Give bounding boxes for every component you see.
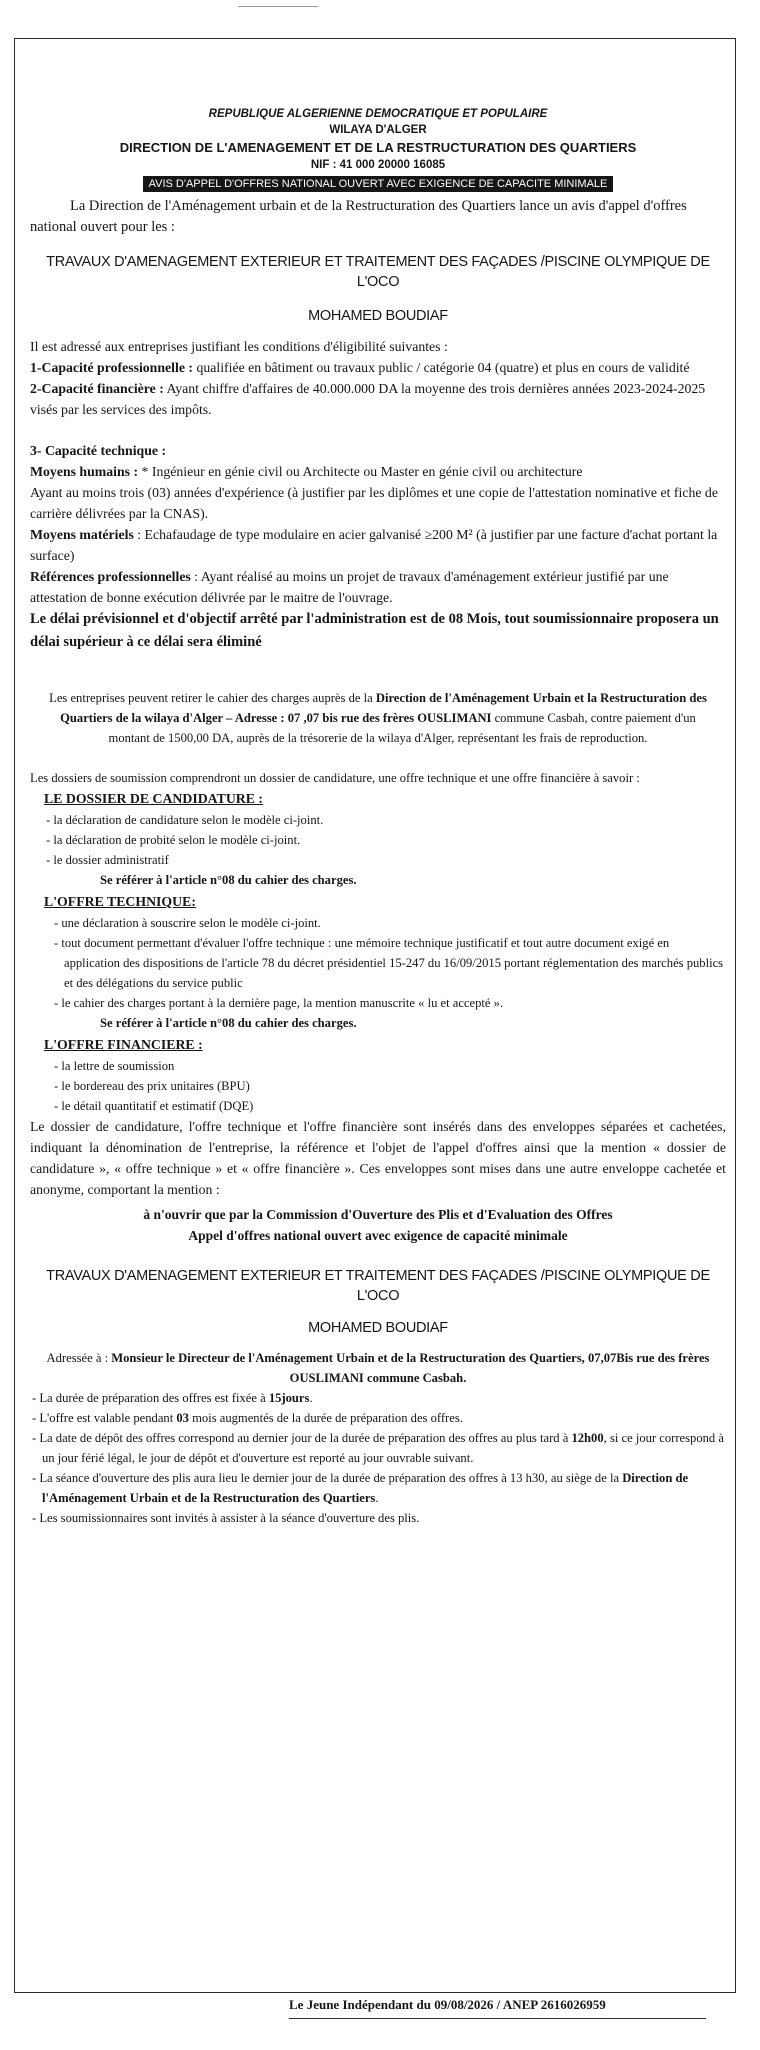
mention-block — [30, 1204, 726, 1246]
mention-line2: Appel d'offres national ouvert avec exigence de capacité minimale — [188, 1228, 568, 1243]
retrait-text-1: Les entreprises peuvent retirer le cahier des charges auprès de la — [49, 691, 376, 705]
capacite-technique-label: 3- Capacité technique : — [30, 443, 167, 458]
project-title-line2: MOHAMED BOUDIAF — [308, 308, 448, 324]
eligibility-intro: Il est adressé aux entreprises justifiant les conditions d'éligibilité suivantes : — [30, 339, 448, 354]
references-label: Références professionnelles — [30, 569, 191, 584]
list-item: - La durée de préparation des offres est fixée à 15jours. — [32, 1391, 313, 1405]
list-item: - la lettre de soumission — [54, 1059, 175, 1073]
capacite-pro-text: qualifiée en bâtiment ou travaux public / catégorie 04 (quatre) et plus en cours de validité — [193, 360, 690, 375]
list-item: - le cahier des charges portant à la dernière page, la mention manuscrite « lu et accepté ». — [54, 996, 504, 1010]
adresse-text: Monsieur le Directeur de l'Aménagement Urbain et de la Restructuration des Quartiers, 07,07Bis rue des frères OUSLIMANI commune Casbah. — [111, 1351, 710, 1385]
moyens-materiels-text: : Echafaudage de type modulaire en acier galvanisé ≥200 M² (à justifier par une facture d'achat portant la surface) — [30, 527, 718, 563]
eligibility-section — [30, 336, 726, 654]
list-item: - la déclaration de probité selon le modèle ci-joint. — [46, 833, 301, 847]
project-title — [30, 252, 726, 326]
moyens-humains — [30, 461, 726, 482]
enveloppes-paragraph: Le dossier de candidature, l'offre technique et l'offre financière sont insérés dans des enveloppes séparées et cachetées, indiquant la dénomination de l'entreprise, la référence et l'objet de l'appel d'offres ainsi que la mention « dossier de candidature », « offre technique » et « offre financière ». Ces enveloppes sont mises dans une autre enveloppe cachetée et anonyme, comportant la mention : — [30, 1119, 726, 1197]
list-item: - La date de dépôt des offres correspond au dernier jour de la durée de préparation des offres au plus tard à 12h00, si ce jour correspond à un jour férié légal, le jour de dépôt et d'ouverture est reporté au jour ouvrable suivant. — [32, 1431, 724, 1465]
intro-paragraph: La Direction de l'Aménagement urbain et de la Restructuration des Quartiers lance un avis d'appel d'offres national ouvert pour les : — [30, 198, 687, 235]
list-item: - L'offre est valable pendant 03 mois augmentés de la durée de préparation des offres. — [32, 1411, 463, 1425]
banner-wrap — [30, 174, 726, 192]
notice-content — [30, 108, 726, 1528]
references-professionnelles — [30, 566, 726, 608]
project-title-repeat-line2: MOHAMED BOUDIAF — [308, 1320, 448, 1336]
dossiers-intro: Les dossiers de soumission comprendront un dossier de candidature, une offre technique et une offre financière à savoir : — [30, 771, 640, 785]
delai-paragraph: Le délai prévisionnel et d'objectif arrêté par l'administration est de 08 Mois, tout soumissionnaire proposera un délai supérieur à ce délai sera éliminé — [30, 611, 719, 650]
capacite-fin-text: Ayant chiffre d'affaires de 40.000.000 DA la moyenne des trois dernières années 2023-2024-2025 visés par les services des impôts. — [30, 381, 706, 417]
references-text: : Ayant réalisé au moins un projet de travaux d'aménagement extérieur justifié par une attestation de bonne exécution délivrée par le maitre de l'ouvrage. — [30, 569, 669, 605]
scan-artifact — [238, 0, 318, 7]
capacite-pro-label: 1-Capacité professionnelle : — [30, 360, 193, 375]
candidature-title: LE DOSSIER DE CANDIDATURE : — [44, 791, 263, 806]
list-item: - une déclaration à souscrire selon le modèle ci-joint. — [54, 916, 321, 930]
moyens-humains-label: Moyens humains : — [30, 464, 139, 479]
capacite-financiere — [30, 378, 726, 420]
experience-paragraph: Ayant au moins trois (03) années d'expérience (à justifier par les diplômes et une copie de l'attestation nominative et fiche de carrière délivrées par la CNAS). — [30, 485, 718, 521]
adresse-label: Adressée à : — [46, 1351, 112, 1365]
project-title-line1: TRAVAUX D'AMENAGEMENT EXTERIEUR ET TRAITEMENT DES FAÇADES /PISCINE OLYMPIQUE DE L'OCO — [46, 254, 710, 290]
project-title-repeat — [30, 1266, 726, 1338]
candidature-list — [44, 810, 726, 870]
publication-footer: Le Jeune Indépendant du 09/08/2026 / ANEP 2616026959 — [289, 1997, 606, 2012]
list-item: - La séance d'ouverture des plis aura lieu le dernier jour de la durée de préparation des offres à 13 h30, au siège de la Direction de l'Aménagement Urbain et de la Restructuration des Quartiers. — [32, 1471, 689, 1505]
list-item: - le bordereau des prix unitaires (BPU) — [54, 1079, 250, 1093]
list-item: - la déclaration de candidature selon le modèle ci-joint. — [46, 813, 324, 827]
technique-ref: Se référer à l'article n°08 du cahier des charges. — [100, 1016, 357, 1030]
technique-title: L'OFFRE TECHNIQUE: — [44, 894, 196, 909]
adresse-paragraph — [30, 1348, 726, 1388]
financiere-title: L'OFFRE FINANCIERE : — [44, 1037, 203, 1052]
retrait-bold: Direction de l'Aménagement Urbain et la Restructuration des Quartiers de la wilaya d'Alger – Adresse : 07 ,07 bis rue des frères OUSLIMANI — [60, 691, 707, 725]
candidature-ref: Se référer à l'article n°08 du cahier des charges. — [100, 873, 357, 887]
capacite-fin-label: 2-Capacité financière : — [30, 381, 164, 396]
retrait-text-2: commune Casbah, contre paiement d'un montant de 1500,00 DA, auprès de la trésorerie de la wilaya d'Alger, représentant les frais de reproduction. — [108, 711, 696, 745]
technique-list — [52, 913, 726, 1013]
list-item: - le dossier administratif — [46, 853, 169, 867]
financiere-list — [52, 1056, 726, 1116]
moyens-materiels — [30, 524, 726, 566]
conditions-list — [30, 1388, 726, 1528]
mention-line1: à n'ouvrir que par la Commission d'Ouverture des Plis et d'Evaluation des Offres — [143, 1207, 613, 1222]
project-title-repeat-line1: TRAVAUX D'AMENAGEMENT EXTERIEUR ET TRAITEMENT DES FAÇADES /PISCINE OLYMPIQUE DE L'OCO — [46, 1268, 710, 1304]
moyens-humains-text: * Ingénieur en génie civil ou Architecte ou Master en génie civil ou architecture — [138, 464, 583, 479]
direction-header: DIRECTION DE L'AMENAGEMENT ET DE LA RESTRUCTURATION DES QUARTIERS — [119, 140, 637, 155]
footer-rule — [289, 2018, 706, 2019]
tender-banner: AVIS D'APPEL D'OFFRES NATIONAL OUVERT AVEC EXIGENCE DE CAPACITE MINIMALE — [143, 176, 614, 192]
list-item: - Les soumissionnaires sont invités à assister à la séance d'ouverture des plis. — [32, 1511, 420, 1525]
wilaya-header: WILAYA D'ALGER — [329, 124, 427, 136]
list-item: - le détail quantitatif et estimatif (DQE) — [54, 1099, 254, 1113]
capacite-professionnelle — [30, 357, 726, 378]
list-item: - tout document permettant d'évaluer l'offre technique : une mémoire technique justificatif et tout autre document exigé en application des dispositions de l'article 78 du décret présidentiel 15-247 du 16/09/2015 portant réglementation des marchés publics et des délégations du service public — [54, 936, 724, 990]
retrait-paragraph — [30, 688, 726, 748]
nif-line: NIF : 41 000 20000 16085 — [310, 159, 446, 171]
republic-header: REPUBLIQUE ALGERIENNE DEMOCRATIQUE ET POPULAIRE — [208, 108, 548, 120]
moyens-materiels-label: Moyens matériels — [30, 527, 134, 542]
